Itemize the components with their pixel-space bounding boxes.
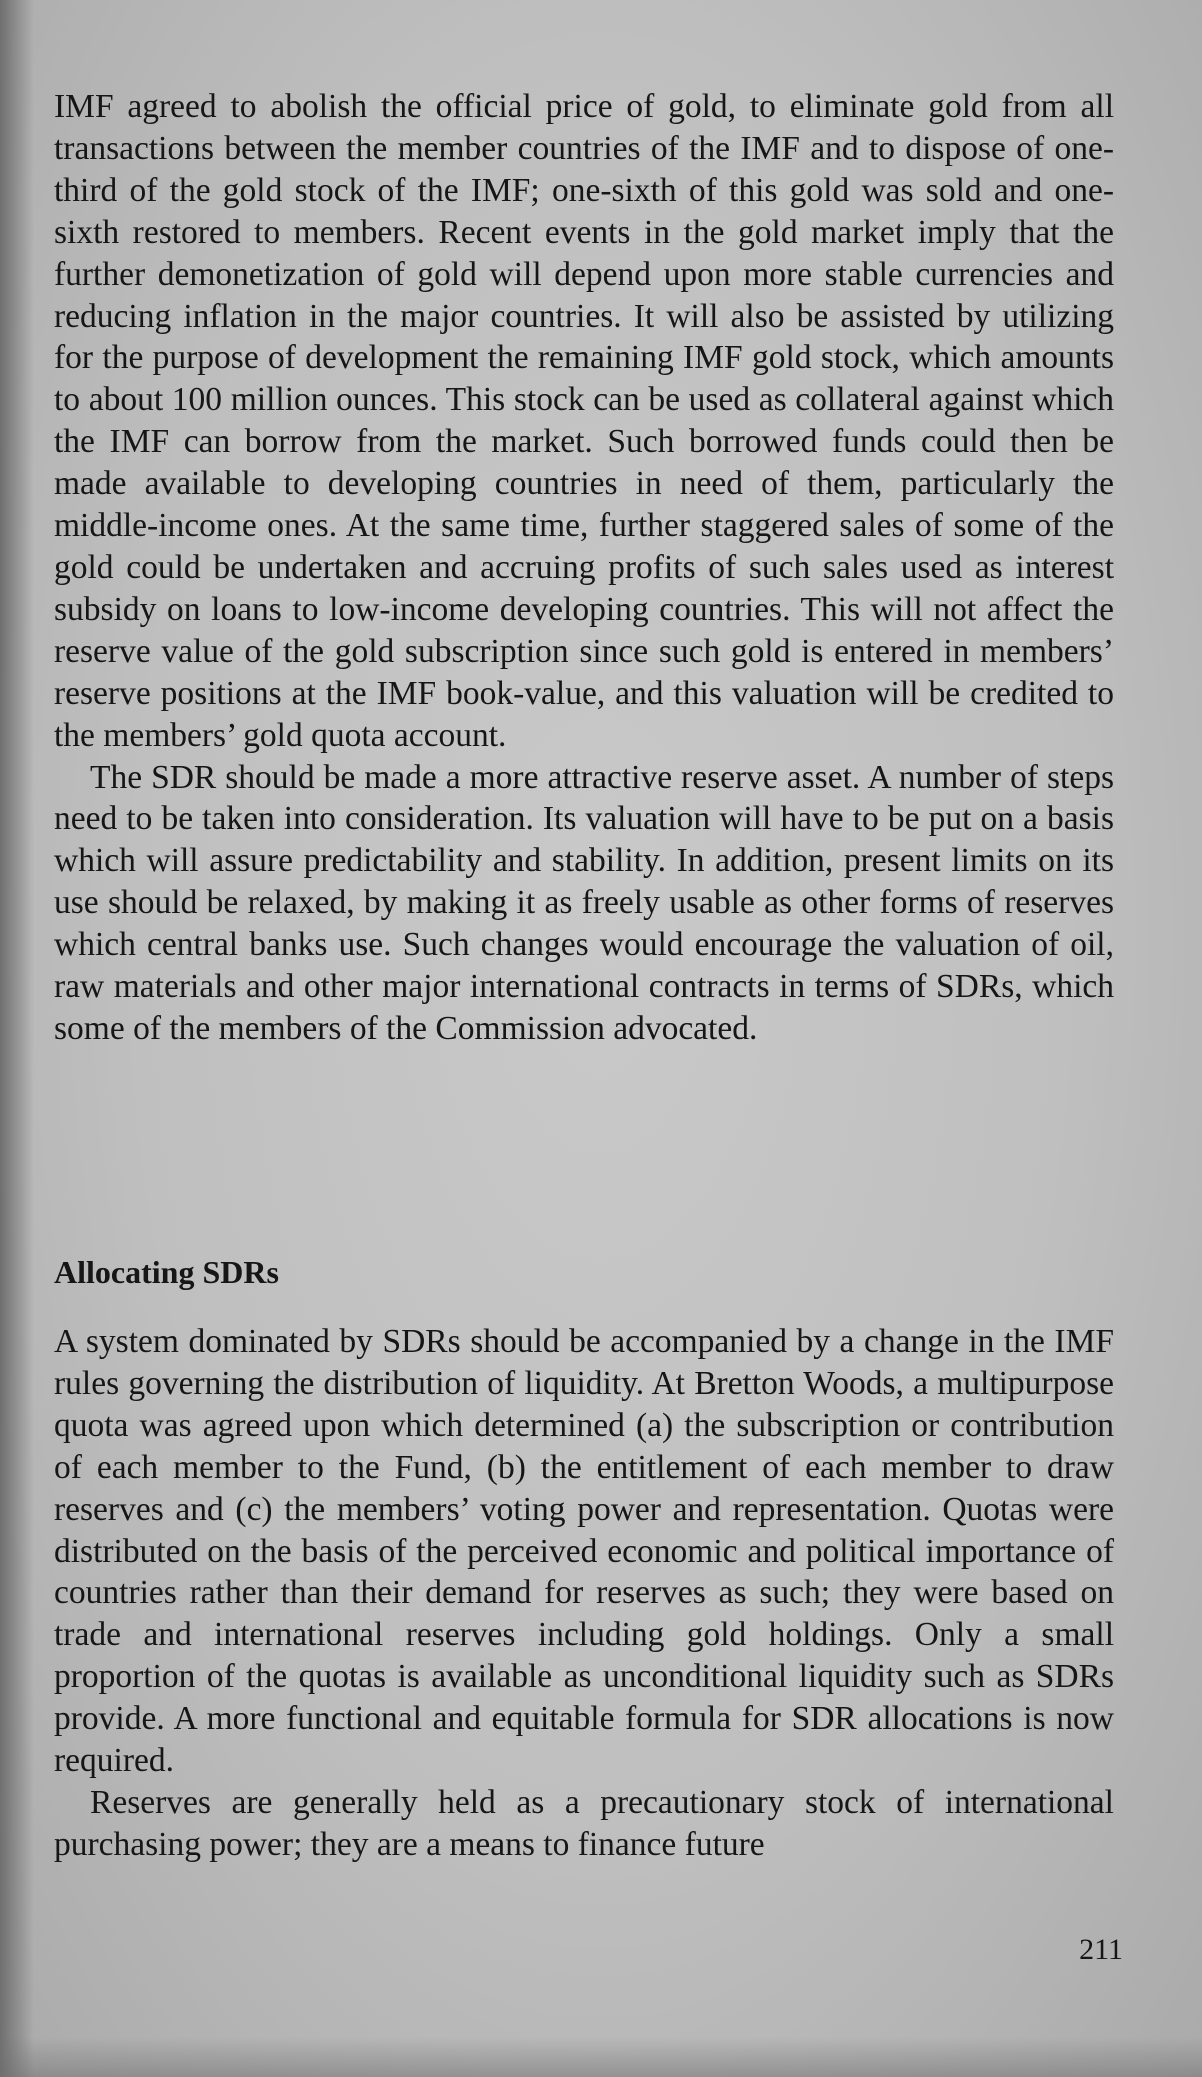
text-block-bottom	[54, 1321, 1114, 1866]
page-number: 211	[1079, 1933, 1123, 1966]
body-paragraph: IMF agreed to abolish the official price of gold, to eliminate gold from all transactions between the member countries of the IMF and to dispose of one-third of the gold stock of the IMF; one-sixth of this gold was sold and one-sixth restored to members. Recent events in the gold market imply that the further demonetization of gold will depend upon more stable currencies and reducing inflation in the major countries. It will also be assisted by utilizing for the purpose of development the remaining IMF gold stock, which amounts to about 100 million ounces. This stock can be used as collateral against which the IMF can borrow from the market. Such borrowed funds could then be made available to developing countries in need of them, particularly the middle-income ones. At the same time, further staggered sales of some of the gold could be undertaken and accruing profits of such sales used as interest subsidy on loans to low-income developing countries. This will not affect the reserve value of the gold subscription since such gold is entered in members’ reserve positions at the IMF book-value, and this valuation will be credited to the members’ gold quota account.	[54, 88, 1114, 754]
body-paragraph: The SDR should be made a more attractive reserve asset. A number of steps need to be taken into consideration. Its valuation will have to be put on a basis which will assure predictability and stability. In addition, present limits on its use should be relaxed, by making it as freely usable as other forms of reserves which central banks use. Such changes would encourage the valuation of oil, raw materials and other major international contracts in terms of SDRs, which some of the members of the Commission advocated.	[54, 758, 1114, 1047]
binding-shadow	[0, 0, 34, 2077]
body-paragraph: A system dominated by SDRs should be accompanied by a change in the IMF rules governing the distribution of liquidity. At Bretton Woods, a multipurpose quota was agreed upon which determined (a) the subscription or contribution of each member to the Fund, (b) the entitlement of each member to draw reserves and (c) the members’ voting power and representation. Quotas were distributed on the basis of the perceived economic and political importance of countries rather than their demand for reserves as such; they were based on trade and international reserves including gold holdings. Only a small proportion of the quotas is available as unconditional liquidity such as SDRs provide. A more functional and equitable formula for SDR allocations is now required.	[54, 1323, 1114, 1780]
text-block-top	[54, 86, 1114, 1050]
section-heading: Allocating SDRs	[54, 1254, 279, 1290]
bottom-shadow	[0, 2037, 1202, 2077]
body-paragraph: Reserves are generally held as a precautionary stock of international purchasing power; they are a means to finance future	[54, 1783, 1114, 1863]
